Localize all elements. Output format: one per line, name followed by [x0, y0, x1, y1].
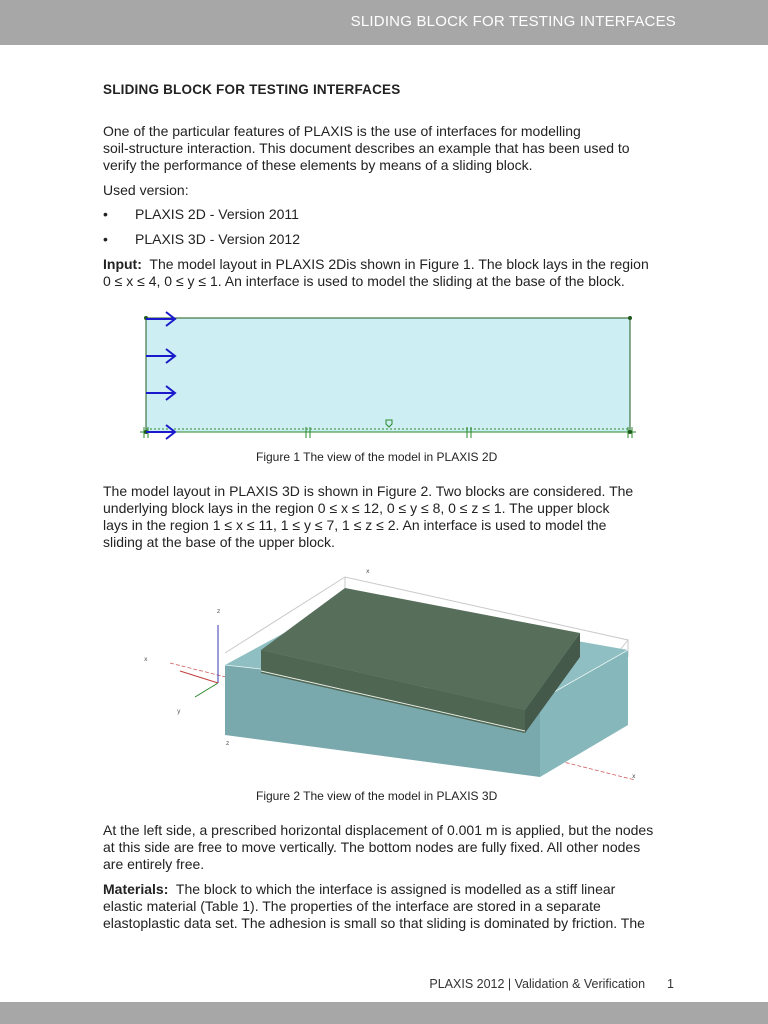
input-line-1: The model layout in PLAXIS 2Dis shown in Figure 1. The block lays in the region — [149, 256, 649, 272]
figure-1-caption: Figure 1 The view of the model in PLAXIS 2D — [256, 450, 498, 464]
axis-label-x-left: x — [144, 656, 148, 663]
intro-line-3: verify the performance of these elements by means of a sliding block. — [103, 157, 533, 173]
figure-1-2d-model — [130, 305, 650, 445]
input-line-2: 0 ≤ x ≤ 4, 0 ≤ y ≤ 1. An interface is used to model the sliding at the base of the block. — [103, 273, 625, 289]
figure-2-3d-model — [140, 565, 645, 785]
axis-label-z: z — [217, 608, 221, 615]
used-version-label: Used version: — [103, 182, 189, 198]
version-item-3d: • PLAXIS 3D - Version 2012 — [103, 231, 300, 247]
footer-bar — [0, 1002, 768, 1024]
model-3d-paragraph — [103, 483, 683, 551]
boundary-line-2: at this side are free to move vertically. The bottom nodes are fully fixed. All other nodes — [103, 839, 641, 855]
para3d-line-3: lays in the region 1 ≤ x ≤ 11, 1 ≤ y ≤ 7, 1 ≤ z ≤ 2. An interface is used to model the — [103, 517, 607, 533]
para3d-line-4: sliding at the base of the upper block. — [103, 534, 335, 550]
document-title: SLIDING BLOCK FOR TESTING INTERFACES — [103, 82, 401, 97]
header-bar — [0, 0, 768, 45]
version-text-3d: PLAXIS 3D - Version 2012 — [135, 231, 300, 247]
materials-line-1: The block to which the interface is assigned is modelled as a stiff linear — [175, 881, 616, 897]
axis-label-y: y — [177, 708, 181, 715]
axis-label-top: x — [366, 568, 370, 575]
boundary-paragraph — [103, 822, 683, 873]
para3d-line-2: underlying block lays in the region 0 ≤ x ≤ 12, 0 ≤ y ≤ 8, 0 ≤ z ≤ 1. The upper block — [103, 500, 610, 516]
materials-line-2: elastic material (Table 1). The properties of the interface are stored in a separate — [103, 898, 601, 914]
intro-line-1: One of the particular features of PLAXIS is the use of interfaces for modelling — [103, 123, 581, 139]
materials-line-3: elastoplastic data set. The adhesion is small so that sliding is dominated by friction. The — [103, 915, 645, 931]
block-2d — [146, 318, 630, 432]
input-label: Input: — [103, 256, 142, 272]
figure-2-caption: Figure 2 The view of the model in PLAXIS 3D — [256, 789, 498, 803]
running-title: SLIDING BLOCK FOR TESTING INTERFACES — [350, 13, 676, 30]
axis-label-z-bottom: z — [226, 740, 230, 747]
footer-text: PLAXIS 2012 | Validation & Verification — [429, 977, 646, 991]
materials-label: Materials: — [103, 881, 169, 897]
version-text-2d: PLAXIS 2D - Version 2011 — [135, 206, 299, 222]
intro-line-2: soil-structure interaction. This document describes an example that has been used to — [103, 140, 630, 156]
intro-paragraph — [103, 123, 683, 174]
input-paragraph — [103, 256, 683, 290]
boundary-line-3: are entirely free. — [103, 856, 205, 872]
axes-gizmo — [180, 625, 218, 697]
version-item-2d: • PLAXIS 2D - Version 2011 — [103, 206, 299, 222]
page-footer — [429, 977, 674, 991]
materials-paragraph — [103, 881, 683, 932]
page-number: 1 — [667, 977, 674, 991]
para3d-line-1: The model layout in PLAXIS 3D is shown in Figure 2. Two blocks are considered. The — [103, 483, 634, 499]
boundary-line-1: At the left side, a prescribed horizontal displacement of 0.001 m is applied, but the nodes — [103, 822, 654, 838]
axis-label-x-right: x — [632, 773, 636, 780]
